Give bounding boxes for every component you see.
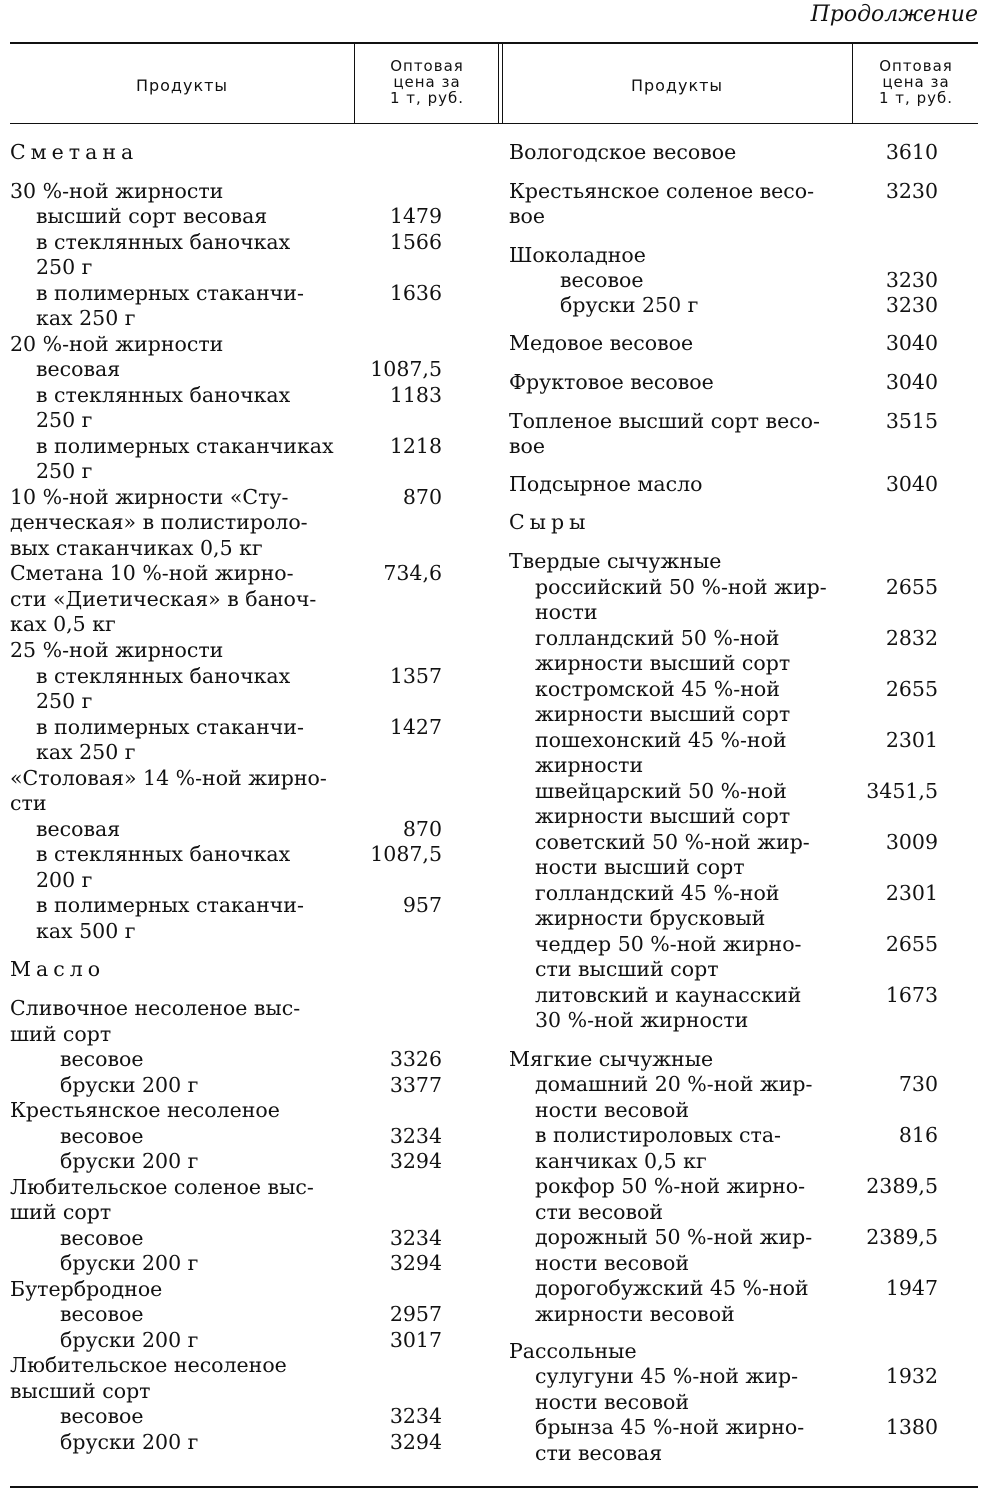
product-line: 200 г [36,868,93,892]
product-line: денческая» в полистироло- [10,510,308,534]
price-value: 1183 [389,383,442,407]
product-line: 20 %-ной жирности [10,332,224,356]
product-line: дорогобужский 45 %-ной [535,1276,809,1300]
product-line: Рассольные [509,1339,637,1363]
product-line: жирности [535,753,644,777]
price-value: 1566 [389,230,442,254]
product-line: канчиках 0,5 кг [535,1149,707,1173]
product-line: жирности брусковый [535,906,766,930]
product-line: весовое [60,1226,144,1250]
product-line: домашний 20 %-ной жир- [535,1072,813,1096]
product-line: костромской 45 %-ной [535,677,780,701]
product-line: 10 %-ной жирности «Сту- [10,485,289,509]
price-value: 730 [898,1072,938,1096]
product-line: сти весовой [535,1200,664,1224]
product-line: жирности высший сорт [535,651,791,675]
price-value: 957 [402,893,442,917]
product-line: ках 0,5 кг [10,612,116,636]
price-value: 3040 [885,331,938,355]
product-line: ности весовой [535,1098,690,1122]
price-value: 2389,5 [866,1174,938,1198]
product-line: голландский 45 %-ной [535,881,780,905]
product-line: вое [509,434,546,458]
product-line: ках 250 г [36,306,136,330]
price-value: 3009 [885,830,938,854]
product-line: рокфор 50 %-ной жирно- [535,1174,806,1198]
price-value: 3377 [389,1073,442,1097]
product-line: ности весовой [535,1251,690,1275]
price-value: 3234 [389,1124,442,1148]
price-value: 2655 [885,575,938,599]
price-value: 3234 [389,1226,442,1250]
price-value: 870 [402,817,442,841]
product-line: Вологодское весовое [509,140,737,164]
price-value: 3040 [885,472,938,496]
product-line: Фруктовое весовое [509,370,714,394]
product-line: Подсырное масло [509,472,703,496]
product-line: 250 г [36,408,93,432]
product-line: весовая [36,817,121,841]
product-line: ках 500 г [36,919,136,943]
price-value: 3230 [885,179,938,203]
product-line: вое [509,204,546,228]
continuation-label: Продолжение [810,2,978,27]
product-line: бруски 200 г [60,1073,199,1097]
price-value: 3230 [885,293,938,317]
product-line: весовая [36,357,121,381]
product-line: 250 г [36,459,93,483]
price-value: 3040 [885,370,938,394]
product-line: ший сорт [10,1022,112,1046]
product-line: швейцарский 50 %-ной [535,779,787,803]
header-price-right: Оптовая цена за 1 т, руб. [878,57,953,107]
header-divider [354,44,355,123]
price-value: 2655 [885,677,938,701]
product-line: весовое [60,1047,144,1071]
product-line: вых стаканчиках 0,5 кг [10,536,263,560]
product-line: в полистироловых ста- [535,1123,781,1147]
product-line: Шоколадное [509,243,646,267]
table-bottom-rule [10,1486,978,1488]
header-products-left: Продукты [135,76,229,95]
product-line: высший сорт [10,1379,151,1403]
product-line: чеддер 50 %-ной жирно- [535,932,802,956]
product-line: ности весовой [535,1390,690,1414]
header-divider [852,44,853,123]
product-line: в стеклянных баночках [36,664,291,688]
price-value: 3610 [885,140,938,164]
product-line: жирности весовой [535,1302,735,1326]
product-line: голландский 50 %-ной [535,626,780,650]
product-line: пошехонский 45 %-ной [535,728,787,752]
price-value: 1218 [389,434,442,458]
product-line: бруски 200 г [60,1430,199,1454]
price-value: 3451,5 [866,779,938,803]
product-line: в стеклянных баночках [36,383,291,407]
product-line: брынза 45 %-ной жирно- [535,1415,805,1439]
price-value: 1947 [885,1276,938,1300]
product-line: 25 %-ной жирности [10,638,224,662]
product-line: высший сорт весовая [36,204,268,228]
price-value: 1427 [389,715,442,739]
product-line: российский 50 %-ной жир- [535,575,827,599]
product-line: весовое [560,268,644,292]
product-line: в стеклянных баночках [36,842,291,866]
price-value: 1932 [885,1364,938,1388]
product-line: бруски 200 г [60,1149,199,1173]
price-value: 3294 [389,1251,442,1275]
price-value: 3515 [885,409,938,433]
product-line: Любительское соленое выс- [10,1175,314,1199]
product-line: Бутербродное [10,1277,163,1301]
product-line: сти весовая [535,1441,663,1465]
price-value: 1636 [389,281,442,305]
product-line: ности высший сорт [535,855,745,879]
product-line: Топленое высший сорт весо- [509,409,820,433]
product-line: весовое [60,1404,144,1428]
price-value: 1357 [389,664,442,688]
product-line: сулугуни 45 %-ной жир- [535,1364,799,1388]
price-value: 3017 [389,1328,442,1352]
price-value: 3230 [885,268,938,292]
price-value: 2301 [885,728,938,752]
price-value: 1673 [885,983,938,1007]
section-heading: Сметана [10,140,139,164]
product-line: Крестьянское несоленое [10,1098,280,1122]
product-line: Твердые сычужные [509,549,722,573]
product-line: жирности высший сорт [535,702,791,726]
product-line: Любительское несоленое [10,1353,287,1377]
header-price-left: Оптовая цена за 1 т, руб. [389,57,464,107]
price-value: 734,6 [383,561,442,585]
product-line: советский 50 %-ной жир- [535,830,810,854]
table-top-rule [10,42,978,44]
product-line: в стеклянных баночках [36,230,291,254]
price-value: 870 [402,485,442,509]
product-line: в полимерных стаканчи- [36,715,304,739]
price-value: 3294 [389,1430,442,1454]
product-line: сти высший сорт [535,957,719,981]
product-line: Мягкие сычужные [509,1047,714,1071]
product-line: бруски 200 г [60,1328,199,1352]
product-line: Медовое весовое [509,331,694,355]
product-line: «Столовая» 14 %-ной жирно- [10,766,327,790]
header-products-right: Продукты [630,76,724,95]
product-line: Крестьянское соленое весо- [509,179,815,203]
product-line: весовое [60,1124,144,1148]
product-line: 250 г [36,689,93,713]
product-line: жирности высший сорт [535,804,791,828]
price-value: 1479 [389,204,442,228]
price-value: 3294 [389,1149,442,1173]
product-line: в полимерных стаканчи- [36,281,304,305]
price-value: 1380 [885,1415,938,1439]
product-line: бруски 250 г [560,293,699,317]
product-line: ках 250 г [36,740,136,764]
price-value: 2832 [885,626,938,650]
price-value: 2655 [885,932,938,956]
product-line: дорожный 50 %-ной жир- [535,1225,813,1249]
price-value: 2957 [389,1302,442,1326]
price-value: 816 [898,1123,938,1147]
product-line: в полимерных стаканчиках [36,434,334,458]
product-line: Сливочное несоленое выс- [10,996,301,1020]
product-line: весовое [60,1302,144,1326]
product-line: 30 %-ной жирности [10,179,224,203]
price-value: 1087,5 [370,842,442,866]
product-line: 250 г [36,255,93,279]
price-value: 2301 [885,881,938,905]
price-value: 1087,5 [370,357,442,381]
product-line: сти «Диетическая» в баноч- [10,587,317,611]
product-line: сти [10,791,47,815]
product-line: литовский и каунасский [535,983,802,1007]
product-line: бруски 200 г [60,1251,199,1275]
section-heading: Масло [10,957,106,981]
price-value: 3326 [389,1047,442,1071]
product-line: 30 %-ной жирности [535,1008,749,1032]
product-line: ший сорт [10,1200,112,1224]
header-bottom-rule [10,123,978,124]
price-value: 3234 [389,1404,442,1428]
price-value: 2389,5 [866,1225,938,1249]
section-heading: Сыры [509,510,591,534]
product-line: ности [535,600,598,624]
product-line: в полимерных стаканчи- [36,893,304,917]
product-line: Сметана 10 %-ной жирно- [10,561,294,585]
